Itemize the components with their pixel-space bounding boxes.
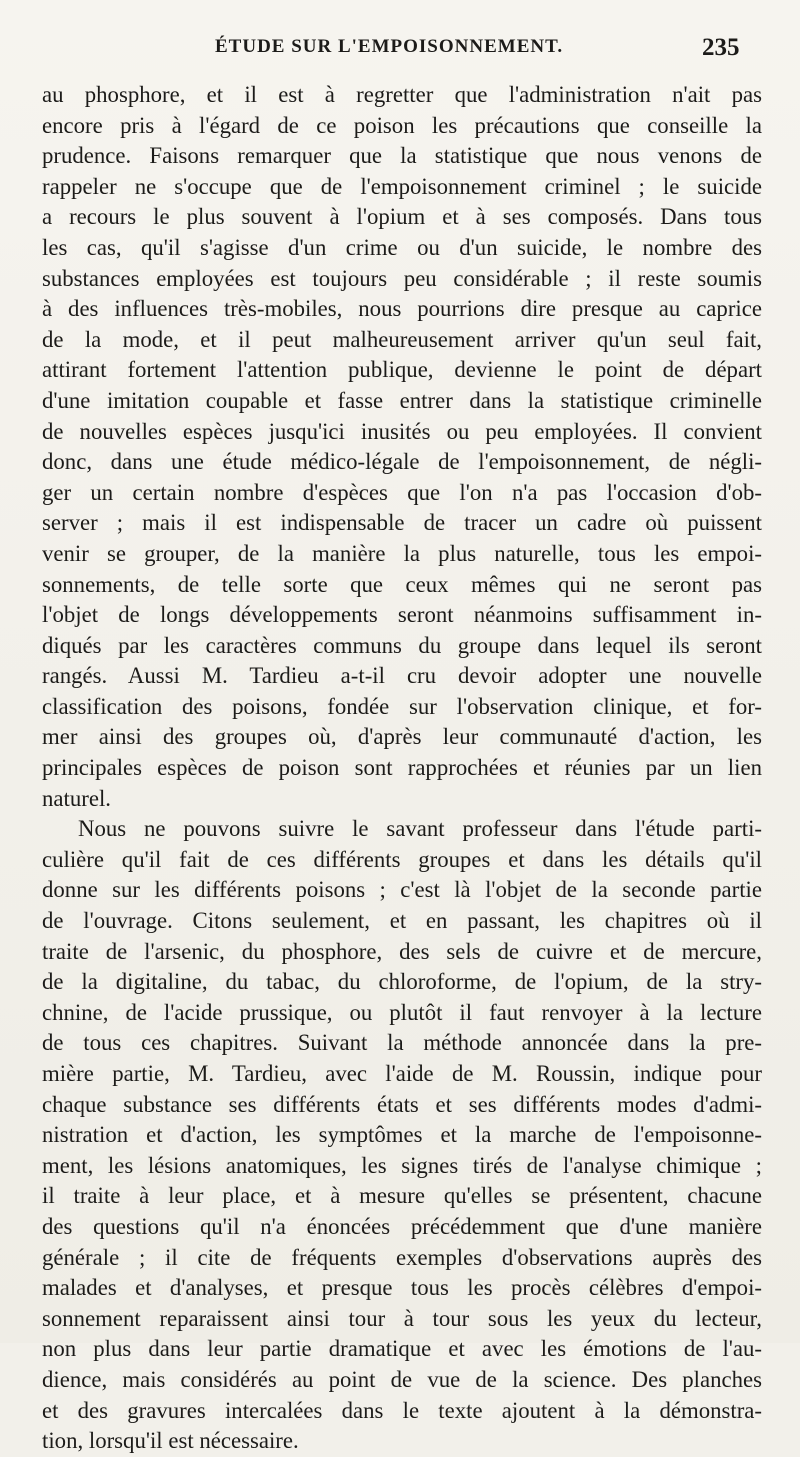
text-line: de la digitaline, du tabac, du chloroforme, de l'opium, de la stry-	[42, 969, 762, 995]
text-line: dience, mais considérés au point de vue de la science. Des planches	[42, 1366, 762, 1392]
text-line: de tous ces chapitres. Suivant la méthode annoncée dans la pre-	[42, 1030, 762, 1056]
text-line: non plus dans leur partie dramatique et avec les émotions de l'au-	[42, 1336, 762, 1362]
text-line: l'objet de longs développements seront néanmoins suffisamment in-	[42, 602, 762, 628]
text-line: générale ; il cite de fréquents exemples d'observations auprès des	[42, 1244, 762, 1270]
paragraph-1	[42, 80, 762, 814]
text-line: rangés. Aussi M. Tardieu a-t-il cru devoir adopter une nouvelle	[42, 663, 762, 689]
page-number: 235	[702, 34, 740, 61]
text-line: naturel.	[42, 785, 111, 811]
text-line: classification des poisons, fondée sur l'observation clinique, et for-	[42, 693, 762, 719]
text-line: nistration et d'action, les symptômes et la marche de l'empoisonne-	[42, 1122, 762, 1148]
text-line: server ; mais il est indispensable de tracer un cadre où puissent	[42, 510, 762, 536]
text-line: attirant fortement l'attention publique, devienne le point de départ	[42, 357, 762, 383]
text-line: substances employées est toujours peu considérable ; il reste soumis	[42, 265, 762, 291]
text-line: prudence. Faisons remarquer que la statistique que nous venons de	[42, 143, 762, 169]
text-line: chaque substance ses différents états et ses différents modes d'admi-	[42, 1091, 762, 1117]
text-line: de l'ouvrage. Citons seulement, et en passant, les chapitres où il	[42, 908, 762, 934]
text-line: de nouvelles espèces jusqu'ici inusités ou peu employées. Il convient	[42, 418, 762, 444]
running-header: ÉTUDE SUR L'EMPOISONNEMENT.	[215, 36, 564, 57]
text-line: mer ainsi des groupes où, d'après leur communauté d'action, les	[42, 724, 762, 750]
text-line: encore pris à l'égard de ce poison les précautions que conseille la	[42, 112, 762, 138]
text-line: sonnement reparaissent ainsi tour à tour sous les yeux du lecteur,	[42, 1305, 762, 1331]
paragraph-2	[42, 814, 762, 1456]
text-line: traite de l'arsenic, du phosphore, des sels de cuivre et de mercure,	[42, 938, 762, 964]
text-line: mière partie, M. Tardieu, avec l'aide de M. Roussin, indique pour	[42, 1061, 762, 1086]
text-line: tion, lorsqu'il est nécessaire.	[42, 1428, 299, 1454]
text-line: Nous ne pouvons suivre le savant professeur dans l'étude parti-	[78, 816, 762, 842]
text-line: chnine, de l'acide prussique, ou plutôt il faut renvoyer à la lecture	[42, 999, 762, 1025]
text-line: ment, les lésions anatomiques, les signes tirés de l'analyse chimique ;	[42, 1152, 762, 1178]
text-line: il traite à leur place, et à mesure qu'elles se présentent, chacune	[42, 1183, 762, 1209]
text-line: diqués par les caractères communs du groupe dans lequel ils seront	[42, 632, 762, 658]
text-line: au phosphore, et il est à regretter que l'administration n'ait pas	[42, 82, 762, 107]
text-line: culière qu'il fait de ces différents groupes et dans les détails qu'il	[42, 846, 762, 872]
text-line: a recours le plus souvent à l'opium et à ses composés. Dans tous	[42, 204, 762, 230]
text-line: à des influences très-mobiles, nous pourrions dire presque au caprice	[42, 296, 762, 322]
text-line: d'une imitation coupable et fasse entrer dans la statistique criminelle	[42, 387, 762, 413]
text-line: venir se grouper, de la manière la plus naturelle, tous les empoi-	[42, 540, 762, 566]
text-line: sonnements, de telle sorte que ceux mêmes qui ne seront pas	[42, 571, 762, 597]
text-line: ger un certain nombre d'espèces que l'on n'a pas l'occasion d'ob-	[42, 479, 762, 505]
text-line: rappeler ne s'occupe que de l'empoisonnement criminel ; le suicide	[42, 173, 762, 199]
text-line: des questions qu'il n'a énoncées précédemment que d'une manière	[42, 1213, 762, 1239]
text-line: malades et d'analyses, et presque tous les procès célèbres d'empoi-	[42, 1275, 762, 1301]
text-line: donc, dans une étude médico-légale de l'empoisonnement, de négli-	[42, 449, 762, 475]
body-text	[42, 80, 762, 1457]
text-line: donne sur les différents poisons ; c'est là l'objet de la seconde partie	[42, 877, 762, 903]
text-line: et des gravures intercalées dans le texte ajoutent à la démonstra-	[42, 1397, 762, 1423]
text-line: principales espèces de poison sont rapprochées et réunies par un lien	[42, 755, 762, 781]
text-line: de la mode, et il peut malheureusement arriver qu'un seul fait,	[42, 326, 762, 352]
text-line: les cas, qu'il s'agisse d'un crime ou d'un suicide, le nombre des	[42, 234, 762, 260]
